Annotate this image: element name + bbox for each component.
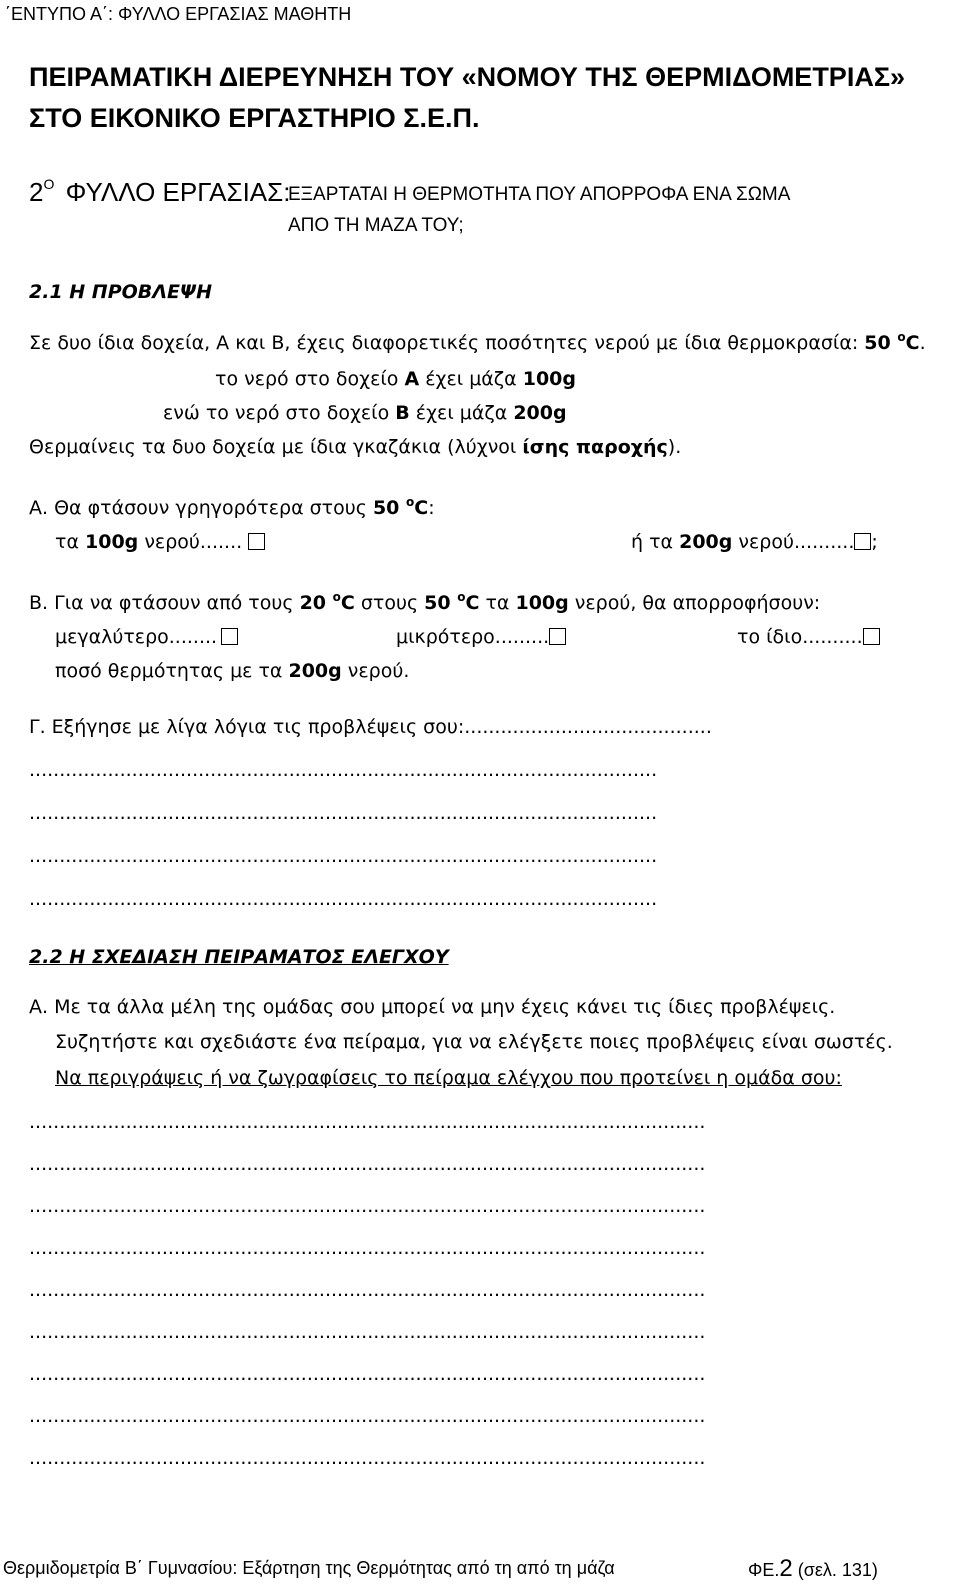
worksheet-number bbox=[29, 176, 290, 208]
page-title-line2: ΣΤΟ ΕΙΚΟΝΙΚΟ ΕΡΓΑΣΤΗΡΙΟ Σ.Ε.Π. bbox=[29, 103, 480, 133]
page-title: ΠΕΙΡΑΜΑΤΙΚΗ ΔΙΕΡΕΥΝΗΣΗ ΤΟΥ «ΝΟΜΟΥ ΤΗΣ ΘΕΡΜΙΔΟΜΕΤΡΙΑΣ» bbox=[29, 62, 906, 92]
checkbox-100g[interactable] bbox=[248, 533, 265, 550]
worksheet-label: ΦΥΛΛΟ ΕΡΓΑΣΙΑΣ: bbox=[65, 177, 291, 207]
footer-page: ΦΕ.2 (σελ. 131) bbox=[748, 1555, 878, 1582]
checkbox-greater[interactable] bbox=[221, 628, 238, 645]
answer-line[interactable]: ................................................................................................................ bbox=[29, 1237, 706, 1259]
form-label: ΄ΕΝΤΥΠΟ Α΄: ΦΥΛΛΟ ΕΡΓΑΣΙΑΣ ΜΑΘΗΤΗ bbox=[5, 4, 352, 24]
design-text-1: Α. Με τα άλλα μέλη της ομάδας σου μπορεί να μην έχεις κάνει τις ίδιες προβλέψεις. bbox=[29, 996, 836, 1018]
option-200g: ή τα 200g νερού.......... ; bbox=[631, 531, 878, 553]
design-text-3: Να περιγράψεις ή να ζωγραφίσεις το πείραμα ελέγχου που προτείνει η ομάδα σου: bbox=[55, 1067, 842, 1089]
option-greater: μεγαλύτερο........ bbox=[55, 626, 238, 648]
container-a-text: το νερό στο δοχείο Α έχει μάζα 100g bbox=[215, 368, 576, 390]
question-b-line3: ποσό θερμότητας με τα 200g νερού. bbox=[55, 660, 410, 682]
checkbox-200g[interactable] bbox=[854, 533, 871, 550]
question-c: Γ. Εξήγησε με λίγα λόγια τις προβλέψεις σου:......................................... bbox=[29, 716, 712, 738]
section-heading-design: 2.2 Η ΣΧΕΔΙΑΣΗ ΠΕΙΡΑΜΑΤΟΣ ΕΛΕΓΧΟΥ bbox=[29, 946, 449, 968]
answer-line[interactable]: ........................................................................................................ bbox=[29, 845, 658, 867]
footer-text: Θερμιδομετρία Β΄ Γυμνασίου: Εξάρτηση της Θερμότητας από τη από τη μάζα bbox=[3, 1558, 615, 1578]
container-b-text: ενώ το νερό στο δοχείο Β έχει μάζα 200g bbox=[163, 402, 567, 424]
answer-line[interactable]: ................................................................................................................ bbox=[29, 1447, 706, 1469]
heating-text: Θερμαίνεις τα δυο δοχεία με ίδια γκαζάκια (λύχνοι ίσης παροχής). bbox=[29, 436, 682, 458]
answer-line[interactable]: ................................................................................................................ bbox=[29, 1111, 706, 1133]
option-smaller: μικρότερο......... bbox=[396, 626, 566, 648]
answer-line[interactable]: ........................................................................................................ bbox=[29, 802, 658, 824]
checkbox-same[interactable] bbox=[863, 628, 880, 645]
answer-line[interactable]: ........................................................................................................ bbox=[29, 888, 658, 910]
worksheet-question-line1: ΕΞΑΡΤΑΤΑΙ Η ΘΕΡΜΟΤΗΤΑ ΠΟΥ ΑΠΟΡΡΟΦΑ ΕΝΑ ΣΩΜΑ bbox=[288, 184, 791, 205]
design-text-2: Συζητήστε και σχεδιάστε ένα πείραμα, για να ελέγξετε ποιες προβλέψεις είναι σωστές. bbox=[55, 1031, 893, 1053]
answer-line[interactable]: ................................................................................................................ bbox=[29, 1195, 706, 1217]
checkbox-smaller[interactable] bbox=[549, 628, 566, 645]
intro-text: Σε δυο ίδια δοχεία, Α και Β, έχεις διαφορετικές ποσότητες νερού με ίδια θερμοκρασία: 50 $^o$C. bbox=[29, 330, 926, 354]
answer-line[interactable]: ................................................................................................................ bbox=[29, 1153, 706, 1175]
question-a: Α. Θα φτάσουν γρηγορότερα στους 50 $^o$C: bbox=[29, 495, 435, 519]
worksheet-num: 2 bbox=[29, 177, 44, 207]
answer-line[interactable]: ................................................................................................................ bbox=[29, 1405, 706, 1427]
option-100g: τα 100g νερού....... bbox=[55, 531, 265, 553]
section-heading-prediction: 2.1 Η ΠΡΟΒΛΕΨΗ bbox=[29, 281, 212, 303]
question-b: Β. Για να φτάσουν από τους 20 $^o$C στους 50 $^o$C τα 100g νερού, θα απορροφήσουν: bbox=[29, 590, 821, 614]
answer-line[interactable]: ................................................................................................................ bbox=[29, 1321, 706, 1343]
answer-line[interactable]: ........................................................................................................ bbox=[29, 759, 658, 781]
worksheet-question-line2: ΑΠΟ ΤΗ ΜΑΖΑ ΤΟΥ; bbox=[288, 215, 464, 236]
option-same: το ίδιο.......... bbox=[737, 626, 880, 648]
answer-line[interactable]: ................................................................................................................ bbox=[29, 1363, 706, 1385]
answer-line[interactable]: ................................................................................................................ bbox=[29, 1279, 706, 1301]
worksheet-ord: Ο bbox=[43, 176, 55, 192]
